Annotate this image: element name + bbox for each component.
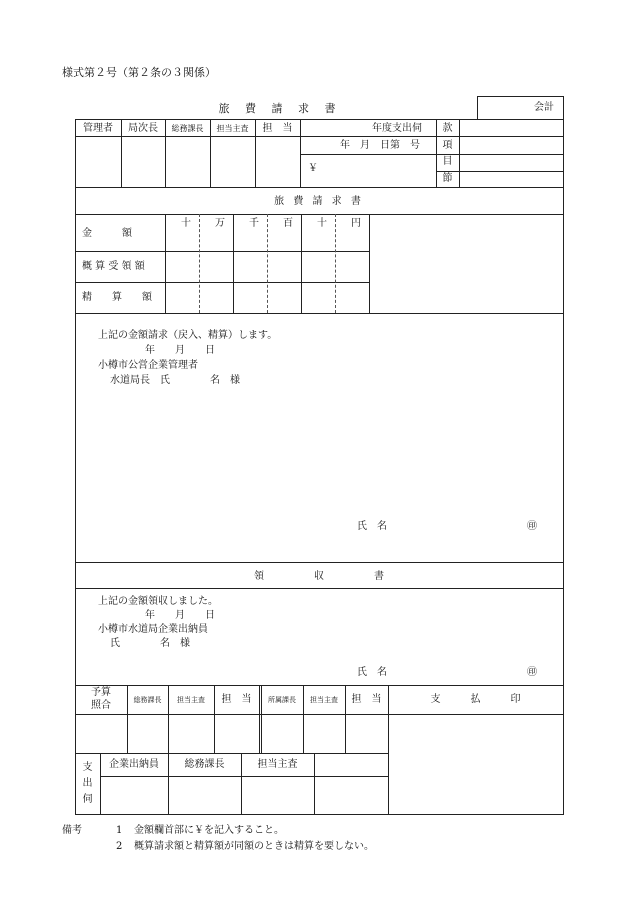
digit-hyaku: 百 bbox=[283, 218, 293, 229]
statement-name-label: 氏 名 bbox=[357, 521, 387, 532]
row-seisan: 精 算 額 bbox=[82, 292, 152, 303]
shishutsu-char-3: 伺 bbox=[82, 794, 93, 805]
receipt-addressee2: 氏 名 様 bbox=[110, 638, 190, 649]
row-kingaku: 金 額 bbox=[82, 228, 132, 239]
label-setsu: 節 bbox=[442, 173, 453, 184]
statement-addressee2: 水道局長 氏 名 様 bbox=[110, 375, 240, 386]
receipt-seal: ㊞ bbox=[527, 667, 537, 678]
b-label-tanto-shusa: 担当主査 bbox=[177, 696, 205, 704]
label-ko: 項 bbox=[442, 140, 453, 151]
statement-date: 年 月 日 bbox=[145, 345, 215, 356]
yen-mark: ￥ bbox=[308, 163, 318, 174]
receipt-title: 領 収 書 bbox=[254, 571, 384, 582]
statement-line1: 上記の金額請求（戻入、精算）します。 bbox=[98, 330, 278, 341]
b-label-tanto-2: 担 当 bbox=[351, 694, 382, 705]
notes-label: 備考 bbox=[62, 825, 82, 836]
b-label-somukacho: 総務課長 bbox=[133, 696, 162, 704]
b-label-tanto-shusa-2: 担当主査 bbox=[310, 696, 338, 704]
kaikei-label: 会計 bbox=[534, 102, 554, 113]
note-text-1: 金額欄首部に￥を記入すること。 bbox=[134, 825, 284, 836]
label-tanto-shusa: 担当主査 bbox=[216, 124, 249, 133]
statement-seal: ㊞ bbox=[527, 521, 537, 532]
form-number: 様式第２号（第２条の３関係） bbox=[62, 66, 216, 79]
label-kanrisha: 管理者 bbox=[83, 123, 113, 134]
label-moku: 目 bbox=[442, 156, 453, 167]
b-label-shozoku-kacho: 所属課長 bbox=[268, 696, 296, 704]
digit-jyu: 十 bbox=[317, 218, 327, 229]
date-number-label: 年 月 日第 号 bbox=[340, 140, 420, 151]
label-somukacho-2: 総務課長 bbox=[184, 759, 225, 770]
row-gaisan: 概 算 受 領 額 bbox=[82, 261, 145, 272]
yosan-label-2: 照合 bbox=[91, 700, 111, 711]
digit-man: 万 bbox=[215, 218, 225, 229]
digit-sen: 千 bbox=[249, 218, 259, 229]
payment-seal-label: 支 払 印 bbox=[430, 694, 521, 705]
form-title: 旅 費 請 求 書 bbox=[218, 102, 342, 115]
label-kan: 款 bbox=[442, 123, 453, 134]
b-label-tanto: 担 当 bbox=[221, 694, 252, 705]
receipt-name-label: 氏 名 bbox=[357, 667, 387, 678]
receipt-line1: 上記の金額領収しました。 bbox=[98, 596, 218, 607]
digit-jyuman: 十 bbox=[181, 218, 191, 229]
label-tanto: 担 当 bbox=[262, 123, 293, 134]
receipt-addressee1: 小樽市水道局企業出納員 bbox=[98, 624, 208, 635]
note-num-1: 1 bbox=[116, 825, 123, 836]
note-text-2: 概算請求額と精算額が同額のときは精算を要しない。 bbox=[134, 841, 374, 852]
request-subtitle: 旅 費 請 求 書 bbox=[274, 196, 364, 207]
nendo-label: 年度支出伺 bbox=[372, 123, 422, 134]
note-num-2: 2 bbox=[116, 841, 123, 852]
receipt-date: 年 月 日 bbox=[145, 610, 215, 621]
shishutsu-char-1: 支 bbox=[82, 762, 93, 773]
digit-en: 円 bbox=[351, 218, 361, 229]
label-somukacho: 総務課長 bbox=[171, 124, 204, 133]
statement-addressee1: 小樽市公営企業管理者 bbox=[98, 360, 198, 371]
label-kigyo-suitoin: 企業出納員 bbox=[109, 759, 159, 770]
shishutsu-char-2: 出 bbox=[82, 778, 93, 789]
label-kyokujicho: 局次長 bbox=[128, 123, 158, 134]
label-tanto-shusa-3: 担当主査 bbox=[257, 759, 298, 770]
yosan-label-1: 予算 bbox=[91, 687, 111, 698]
